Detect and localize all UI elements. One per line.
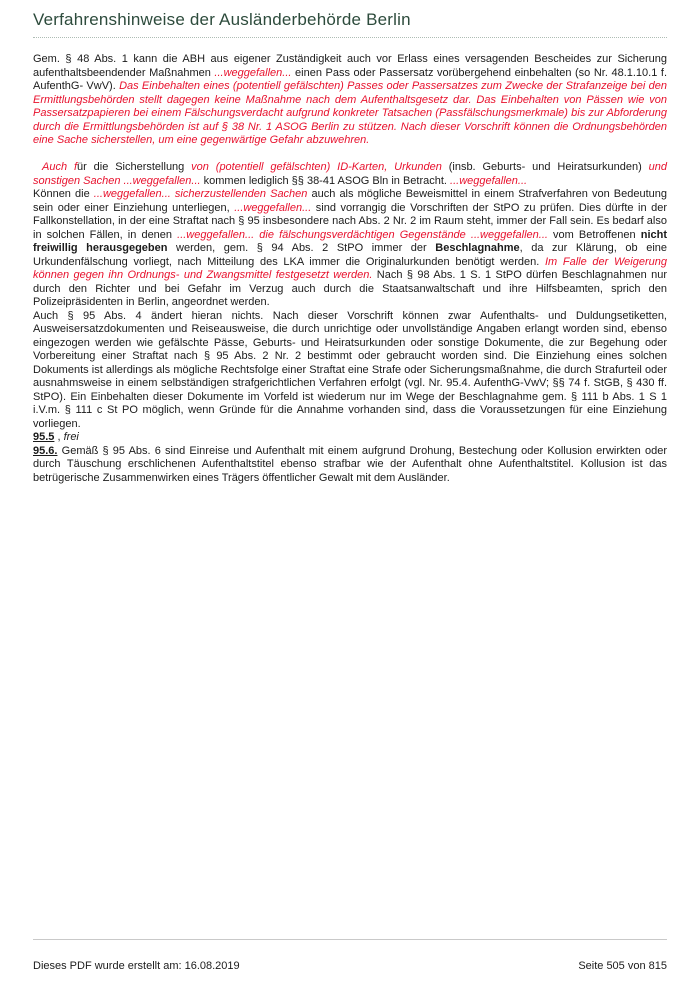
- title-divider: [33, 37, 667, 38]
- text-run: Auch § 95 Abs. 4 ändert hieran nichts. Nach dieser Vorschrift können zwar Aufenthalts- und Duldungsetiketten, Ausweisersatzdokumenten und Reiseausweise, die durch unrichtige oder unvollständige Angaben erlangt worden sind, ebenso eingezogen werden wie gefälschte Pässe, Geburts- und Heiratsurkunden oder sonstige Dokumente, die zur Begehung oder Vorbereitung einer Straftat nach § 95 Abs. 2 Nr. 2 bestimmt oder gebraucht worden sind. Die Einziehung eines solchen Dokuments ist allerdings als mögliche Rechtsfolge einer Straftat eine Strafe oder Sicherungsmaßnahme, die durch Strafurteil oder ausnahmsweise in einem selbständigen strafgerichtlichen Verfahren erfolgt (vgl. Nr. 95.4. AufenthG-VwV; §§ 74 f. StGB, § 430 ff. StPO). Ein Einbehalten dieser Dokumente im Vorfeld ist wiederum nur im Wege der Beschlagnahme gem. § 111 b Abs. 1 S 1 i.V.m. § 111 c St PO möglich, wenn Gründe für die Annahme vorhanden sind, dass die Voraussetzungen für eine Einziehung vorliegen.: [33, 309, 667, 430]
- paragraph: [33, 445, 667, 486]
- text-run: nicht freiwillig herausgegeben: [33, 228, 667, 254]
- footer-divider: [33, 939, 667, 940]
- text-run: werden, gem. § 94 Abs. 2 StPO immer der: [167, 242, 436, 254]
- text-run: Das Einbehalten eines (potentiell gefälschten) Passes oder Passersatzes zum Zwecke der Strafanzeige bei den Ermittlungsbehörden stellt dagegen keine Maßnahme nach dem Aufenthaltsgesetz dar. Das Einbehalten von Pässen wie von Passersatzpapieren bei einem Fälschungsverdacht aufgrund konkreter Tatsachen (Passfälschungsmerkmale) bis zur Abforderung durch die Ermittlungsbehörden ist auf § 38 Nr. 1 ASOG Berlin zu stützen. Nach dieser Vorschrift können die Ordnungsbehörden eine Sache sicherstellen, um eine gegenwärtige Gefahr abzuwehren.: [33, 80, 667, 146]
- text-run: (insb. Geburts- und Heiratsurkunden): [448, 161, 649, 173]
- text-run: ...weggefallen...: [450, 174, 528, 187]
- text-run: Nach § 98 Abs. 1 S. 1 StPO dürfen Beschlagnahmen nur durch den Richter und bei Gefahr im Verzug auch durch die Staatsanwaltschaft und ihre Hilfsbeamten, sprich den Polizeipräsidenten in Berlin, angeordnet werden.: [33, 269, 668, 308]
- document-title: Verfahrenshinweise der Ausländerbehörde Berlin: [33, 10, 411, 29]
- text-run: ür die Sicherstellung: [77, 161, 192, 173]
- footer-page-number: Seite 505 von 815: [578, 960, 667, 972]
- text-run: frei: [63, 431, 79, 443]
- text-run: Beschlagnahme: [435, 242, 520, 254]
- text-run: ,: [54, 431, 64, 443]
- text-run: ...weggefallen...: [234, 201, 312, 214]
- text-run: vom Betroffenen: [547, 228, 641, 241]
- text-run: sind vorrangig die Vorschriften der StPO zu prüfen. Dies dürfte in der Fallkonstellation, in der eine Straftat nach § 95 insbesondere nach Abs. 2 Nr. 2 im Raum steht, immer der Fall sein. Es bedarf also in solchen Fällen, in denen: [33, 201, 667, 241]
- text-run: Können die: [33, 188, 94, 200]
- text-run: kommen lediglich §§ 38-41 ASOG Bln in Betracht.: [200, 174, 451, 187]
- paragraph: [33, 310, 667, 432]
- paragraph: [33, 53, 667, 148]
- text-run: ...weggefallen... die fälschungsverdächtigen Gegenstände ...weggefallen...: [177, 228, 548, 241]
- text-run: Gemäß § 95 Abs. 6 sind Einreise und Aufenthalt mit einem aufgrund Drohung, Bestechung oder Kollusion erwirkten oder durch Täuschung erschlichenen Aufenthaltstitel ebenso strafbar wie der Aufenthalt ohne Aufenthaltstitel. Kollusion ist das betrügerische Zusammenwirken eines Trägers öffentlicher Gewalt mit dem Ausländer.: [33, 444, 667, 484]
- document-content: [33, 10, 667, 485]
- text-run: von (potentiell gefälschten) ID-Karten, Urkunden: [191, 161, 449, 173]
- text-run: und sonstigen Sachen ...weggefallen...: [33, 161, 667, 187]
- text-run: Auch f: [42, 161, 77, 173]
- document-body: [33, 53, 667, 485]
- text-run: 95.6.: [33, 444, 58, 457]
- text-run: , da zur Klärung, ob eine Urkundenfälschung vorliegt, nach Mitteilung des LKA immer die Originalurkunden benötigt werden.: [33, 242, 668, 268]
- paragraph: [33, 161, 667, 188]
- footer: [33, 960, 667, 972]
- text-run: ...weggefallen... sicherzustellenden Sachen: [93, 188, 308, 200]
- text-run: Im Falle der Weigerung können gegen ihn Ordnungs- und Zwangsmittel festgesetzt werden.: [33, 255, 667, 281]
- paragraph: [33, 188, 667, 310]
- text-run: Gem. § 48 Abs. 1 kann die ABH aus eigener Zuständigkeit auch vor Erlass eines versagenden Bescheides zur Sicherung aufenthaltsbeendender Maßnahmen: [33, 53, 667, 79]
- text-run: ...weggefallen...: [214, 66, 292, 79]
- text-run: auch als mögliche Beweismittel in einem Strafverfahren von Bedeutung sein oder einer Einziehung unterliegen,: [33, 188, 668, 214]
- paragraph: [33, 431, 667, 445]
- text-run: 95.5: [33, 431, 55, 443]
- text-run: einen Pass oder Passersatz vorübergehend einbehalten (so Nr. 48.1.10.1 f. AufenthG- VwV).: [33, 66, 667, 92]
- footer-created-date: Dieses PDF wurde erstellt am: 16.08.2019: [33, 960, 240, 972]
